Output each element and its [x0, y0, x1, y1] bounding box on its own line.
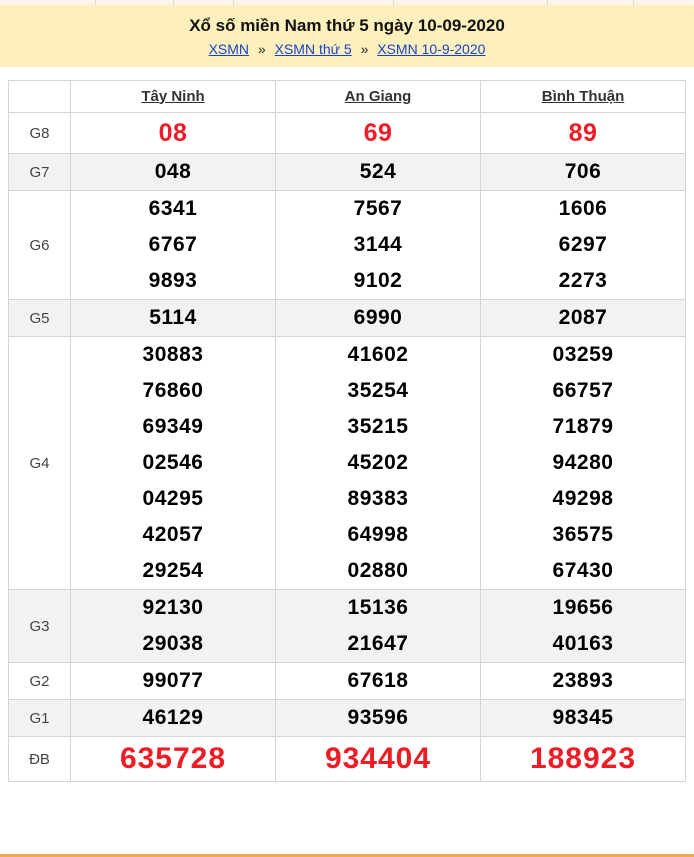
prize-number: 89 [568, 119, 598, 147]
prize-number: 67618 [347, 669, 409, 692]
prize-cell [71, 154, 276, 191]
prize-number: 40163 [552, 632, 614, 655]
prize-label: G6 [9, 191, 71, 300]
prize-number: 524 [359, 160, 397, 183]
breadcrumb-link-xsmn-date[interactable]: XSMN 10-9-2020 [377, 41, 486, 57]
prize-label: ĐB [9, 737, 71, 782]
prize-number: 29254 [142, 559, 204, 582]
page-title: Xổ số miền Nam thứ 5 ngày 10-09-2020 [189, 16, 505, 35]
tab-divider [173, 0, 174, 5]
province-header-binh-thuan[interactable]: Bình Thuận [541, 87, 625, 105]
prize-label: G3 [9, 590, 71, 663]
tab-divider [547, 0, 548, 5]
province-header-an-giang[interactable]: An Giang [344, 87, 412, 105]
prize-number: 15136 [347, 596, 409, 619]
prize-number: 02546 [142, 451, 204, 474]
prize-label: G4 [9, 337, 71, 590]
prize-cell [276, 191, 481, 300]
prize-number: 76860 [142, 379, 204, 402]
prize-number: 41602 [347, 343, 409, 366]
prize-row-g8 [9, 113, 686, 154]
prize-number: 29038 [142, 632, 204, 655]
prize-label: G5 [9, 300, 71, 337]
prize-label: G7 [9, 154, 71, 191]
prize-number: 67430 [552, 559, 614, 582]
prize-cell [71, 337, 276, 590]
prize-number: 04295 [142, 487, 204, 510]
prize-number: 30883 [142, 343, 204, 366]
prize-cell [481, 700, 686, 737]
prize-cell [481, 590, 686, 663]
prize-cell [71, 300, 276, 337]
prize-number: 99077 [142, 669, 204, 692]
prize-cell [481, 663, 686, 700]
prize-number: 35254 [347, 379, 409, 402]
prize-number: 08 [158, 119, 188, 147]
prize-cell [71, 700, 276, 737]
prize-number: 02880 [347, 559, 409, 582]
prize-row-g4 [9, 337, 686, 590]
prize-cell [276, 700, 481, 737]
prize-number: 46129 [142, 706, 204, 729]
header-banner [0, 5, 694, 67]
prize-number: 6990 [353, 306, 403, 329]
prize-number: 66757 [552, 379, 614, 402]
prize-cell [71, 737, 276, 782]
results-table [8, 80, 686, 782]
prize-cell [276, 590, 481, 663]
prize-number: 635728 [119, 742, 227, 775]
prize-cell [276, 663, 481, 700]
prize-number: 6767 [148, 233, 198, 256]
prize-number: 3144 [353, 233, 403, 256]
prize-number: 94280 [552, 451, 614, 474]
province-header-tay-ninh[interactable]: Tây Ninh [141, 87, 205, 105]
prize-number: 6297 [558, 233, 608, 256]
prize-row-g6 [9, 191, 686, 300]
prize-number: 71879 [552, 415, 614, 438]
prize-number: 36575 [552, 523, 614, 546]
prize-cell [71, 191, 276, 300]
prize-number: 92130 [142, 596, 204, 619]
prize-row-đb [9, 737, 686, 782]
prize-number: 188923 [529, 742, 637, 775]
tab-divider [393, 0, 394, 5]
prize-number: 934404 [324, 742, 432, 775]
prize-number: 03259 [552, 343, 614, 366]
prize-number: 5114 [149, 306, 197, 329]
prize-number: 35215 [347, 415, 409, 438]
prize-cell [276, 737, 481, 782]
prize-number: 9893 [148, 269, 198, 292]
prize-number: 2273 [558, 269, 608, 292]
prize-number: 69349 [142, 415, 204, 438]
prize-number: 6341 [148, 197, 198, 220]
prize-number: 048 [154, 160, 192, 183]
breadcrumb-separator: » [257, 41, 266, 57]
prize-label: G2 [9, 663, 71, 700]
province-header-row [9, 81, 686, 113]
prize-number: 7567 [353, 197, 403, 220]
prize-cell [71, 590, 276, 663]
prize-number: 89383 [347, 487, 409, 510]
prize-row-g5 [9, 300, 686, 337]
corner-cell [9, 81, 71, 113]
prize-number: 19656 [552, 596, 614, 619]
tab-divider [633, 0, 634, 5]
prize-cell [481, 191, 686, 300]
prize-number: 1606 [558, 197, 608, 220]
prize-row-g7 [9, 154, 686, 191]
breadcrumb [6, 41, 688, 58]
breadcrumb-link-xsmn-thu5[interactable]: XSMN thứ 5 [274, 41, 352, 57]
prize-number: 45202 [347, 451, 409, 474]
prize-number: 2087 [558, 306, 608, 329]
prize-row-g2 [9, 663, 686, 700]
prize-number: 9102 [353, 269, 403, 292]
prize-number: 706 [564, 160, 602, 183]
prize-row-g3 [9, 590, 686, 663]
prize-number: 98345 [552, 706, 614, 729]
prize-cell [276, 337, 481, 590]
prize-cell [481, 154, 686, 191]
prize-number: 69 [363, 119, 393, 147]
prize-cell [276, 154, 481, 191]
prize-row-g1 [9, 700, 686, 737]
prize-cell [71, 663, 276, 700]
prize-number: 21647 [347, 632, 409, 655]
prize-cell [481, 113, 686, 154]
prize-number: 49298 [552, 487, 614, 510]
prize-cell [481, 737, 686, 782]
prize-number: 64998 [347, 523, 409, 546]
prize-cell [481, 337, 686, 590]
breadcrumb-link-xsmn[interactable]: XSMN [208, 41, 250, 57]
tab-divider [95, 0, 96, 5]
breadcrumb-separator: » [360, 41, 369, 57]
top-cutoff-strip [0, 0, 694, 5]
prize-label: G8 [9, 113, 71, 154]
prize-cell [71, 113, 276, 154]
prize-number: 93596 [347, 706, 409, 729]
prize-label: G1 [9, 700, 71, 737]
prize-cell [276, 300, 481, 337]
prize-cell [481, 300, 686, 337]
prize-number: 23893 [552, 669, 614, 692]
prize-number: 42057 [142, 523, 204, 546]
prize-cell [276, 113, 481, 154]
tab-divider [233, 0, 234, 5]
